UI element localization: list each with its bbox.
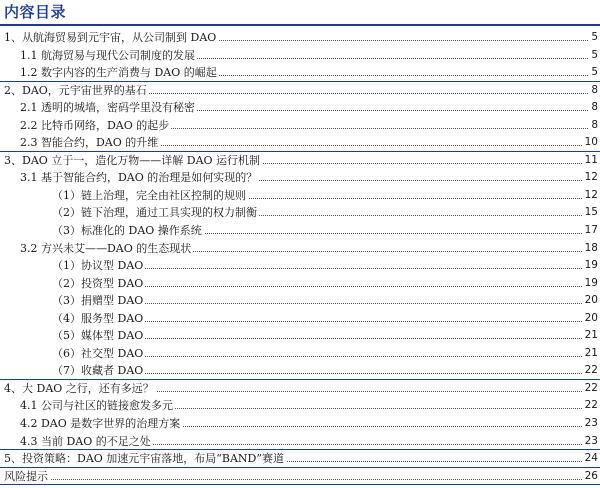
toc-page-number: 8 xyxy=(589,82,598,100)
toc-page-number: 18 xyxy=(583,240,598,258)
toc-page-number: 8 xyxy=(589,99,598,117)
toc-page-number: 5 xyxy=(589,64,598,82)
toc-entry[interactable] xyxy=(0,257,600,275)
toc-entry[interactable] xyxy=(0,275,600,293)
toc-entry-title: （3）捐赠型 DAO xyxy=(52,292,145,310)
toc-entry[interactable] xyxy=(0,204,600,222)
toc-entry[interactable] xyxy=(0,362,600,380)
toc-page-number: 20 xyxy=(583,310,598,328)
toc-entry[interactable] xyxy=(0,64,600,82)
toc-entry[interactable] xyxy=(0,433,600,451)
toc-entry[interactable] xyxy=(0,415,600,433)
table-of-contents xyxy=(0,29,600,485)
toc-entry[interactable] xyxy=(0,310,600,328)
toc-entry[interactable] xyxy=(0,292,600,310)
toc-entry-title: 4.1 公司与社区的链接愈发多元 xyxy=(20,397,175,415)
toc-entry[interactable] xyxy=(0,134,600,152)
toc-entry-title: 1.1 航海贸易与现代公司制度的发展 xyxy=(20,47,197,65)
toc-entry-title: 1.2 数字内容的生产消费与 DAO 的崛起 xyxy=(20,64,219,82)
toc-entry-title: （6）社交型 DAO xyxy=(52,345,145,363)
toc-page-number: 22 xyxy=(583,397,598,415)
toc-entry[interactable] xyxy=(0,345,600,363)
toc-entry[interactable] xyxy=(0,82,600,100)
toc-entry-title: （3）标准化的 DAO 操作系统 xyxy=(52,222,204,240)
toc-entry-title: 3.2 方兴未艾——DAO 的生态现状 xyxy=(20,240,193,258)
toc-entry[interactable] xyxy=(0,380,600,398)
toc-page-number: 8 xyxy=(589,117,598,135)
toc-page-number: 17 xyxy=(583,222,598,240)
toc-entry-title: 4.2 DAO 是数字世界的治理方案 xyxy=(20,415,182,433)
toc-entry[interactable] xyxy=(0,450,600,468)
toc-page-number: 20 xyxy=(583,292,598,310)
toc-entry-title: 3.1 基于智能合约，DAO 的治理是如何实现的？ xyxy=(20,169,259,187)
toc-entry-title: （2）投资型 DAO xyxy=(52,275,145,293)
toc-entry-title: 3、DAO 立于一，造化万物——详解 DAO 运行机制 xyxy=(4,152,262,170)
toc-entry-title: 4.3 当前 DAO 的不足之处 xyxy=(20,433,153,451)
toc-entry[interactable] xyxy=(0,397,600,415)
toc-entry-title: 2.2 比特币网络，DAO 的起步 xyxy=(20,117,171,135)
toc-page-number: 19 xyxy=(583,275,598,293)
page-title: 内容目录 xyxy=(4,3,67,21)
toc-entry-title: 2.1 透明的城墙，密码学里没有秘密 xyxy=(20,99,197,117)
toc-page-number: 22 xyxy=(583,362,598,380)
toc-page-number: 12 xyxy=(583,187,598,205)
toc-page-number: 5 xyxy=(589,29,598,47)
toc-entry[interactable] xyxy=(0,187,600,205)
toc-entry-title: 5、投资策略：DAO 加速元宇宙落地，布局“BAND”赛道 xyxy=(4,450,286,468)
toc-entry-title: （7）收藏者 DAO xyxy=(52,362,145,380)
toc-page-number: 22 xyxy=(583,380,598,398)
toc-page-number: 5 xyxy=(589,47,598,65)
toc-entry[interactable] xyxy=(0,327,600,345)
toc-page-number: 24 xyxy=(583,450,598,468)
toc-leader-dots xyxy=(4,468,588,480)
toc-page-number: 21 xyxy=(583,327,598,345)
toc-entry-title: 2.3 智能合约，DAO 的升维 xyxy=(20,134,160,152)
toc-page-number: 10 xyxy=(583,134,598,152)
toc-page-number: 11 xyxy=(583,152,598,170)
toc-entry-title: （1）协议型 DAO xyxy=(52,257,145,275)
title-divider xyxy=(0,24,600,26)
toc-entry-title: 风险提示 xyxy=(4,468,50,486)
toc-entry-title: 4、大 DAO 之行，还有多远？ xyxy=(4,380,156,398)
toc-entry-title: （2）链下治理，通过工具实现的权力制衡 xyxy=(52,204,259,222)
toc-entry-title: （1）链上治理，完全由社区控制的规则 xyxy=(52,187,248,205)
toc-entry[interactable] xyxy=(0,240,600,258)
toc-entry[interactable] xyxy=(0,468,600,486)
toc-entry[interactable] xyxy=(0,169,600,187)
toc-page-number: 23 xyxy=(583,415,598,433)
toc-page-number: 19 xyxy=(583,257,598,275)
toc-page-number: 21 xyxy=(583,345,598,363)
toc-entry-title: （4）服务型 DAO xyxy=(52,310,145,328)
toc-page-number: 15 xyxy=(583,204,598,222)
toc-entry[interactable] xyxy=(0,117,600,135)
section-divider xyxy=(0,484,600,485)
toc-page-number: 23 xyxy=(583,433,598,451)
toc-entry-title: （5）媒体型 DAO xyxy=(52,327,145,345)
toc-page-number: 12 xyxy=(583,169,598,187)
toc-entry-title: 2、DAO，元宇宙世界的基石 xyxy=(4,82,149,100)
toc-entry[interactable] xyxy=(0,29,600,47)
toc-entry[interactable] xyxy=(0,152,600,170)
toc-entry[interactable] xyxy=(0,222,600,240)
toc-entry[interactable] xyxy=(0,99,600,117)
toc-entry-title: 1、从航海贸易到元宇宙，从公司制到 DAO xyxy=(4,29,218,47)
toc-page-number: 26 xyxy=(583,468,598,486)
toc-entry[interactable] xyxy=(0,47,600,65)
